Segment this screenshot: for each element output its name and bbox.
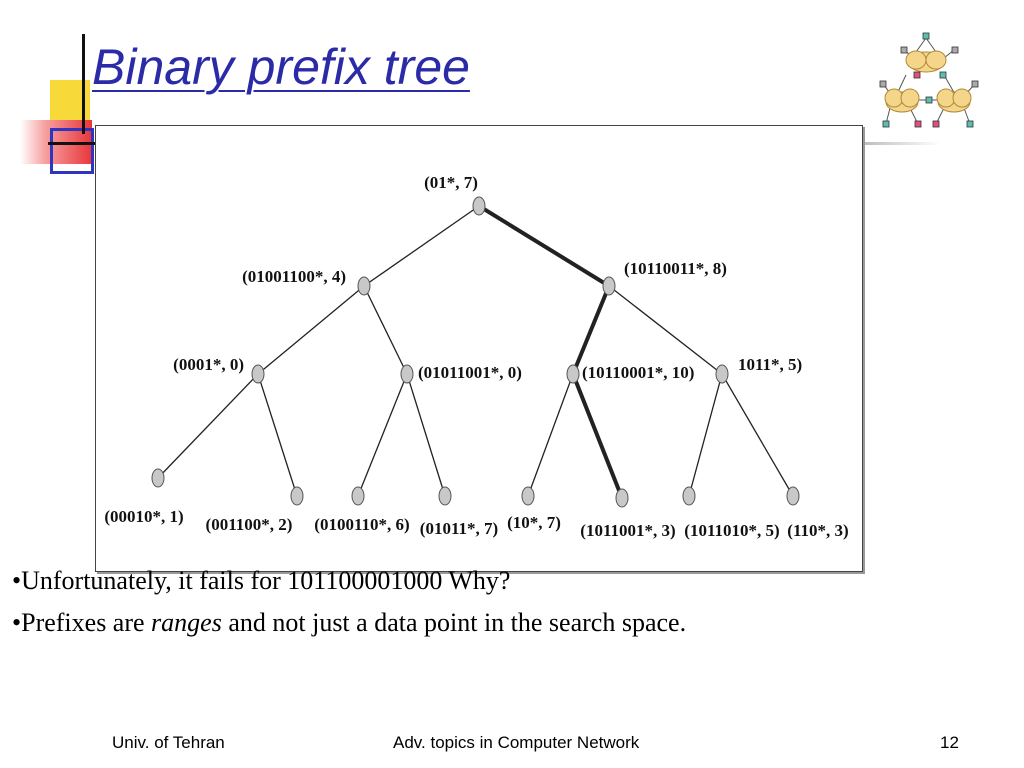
bullet-1 <box>12 566 510 596</box>
tree-edge-n1-n3 <box>258 286 364 374</box>
bullet-2-text-before: Prefixes are <box>21 608 152 637</box>
footer-course: Adv. topics in Computer Network <box>393 733 640 752</box>
deco-shadow-line <box>861 142 941 145</box>
tree-node-n2 <box>603 277 615 295</box>
tree-node-n5 <box>567 365 579 383</box>
tree-node-label-l3: (0100110*, 6) <box>314 515 410 534</box>
tree-node-label-l1: (00010*, 1) <box>104 507 184 526</box>
tree-node-label-l7: (1011010*, 5) <box>684 521 780 540</box>
tree-node-l6 <box>616 489 628 507</box>
bullet-2 <box>12 608 686 638</box>
tree-node-label-n6: 1011*, 5) <box>738 355 803 374</box>
tree-edge-n2-n6 <box>609 286 722 374</box>
bullet-1-text: Unfortunately, it fails for 101100001000 Why? <box>21 566 511 595</box>
bullet-marker: • <box>12 608 22 637</box>
tree-node-label-l2: (001100*, 2) <box>205 515 293 534</box>
bullet-2-text-after: and not just a data point in the search space. <box>221 608 687 637</box>
tree-edge-n3-l1 <box>158 374 258 478</box>
footer-university: Univ. of Tehran <box>112 733 225 752</box>
tree-node-root <box>473 197 485 215</box>
binary-prefix-tree-diagram <box>96 126 862 571</box>
tree-node-l7 <box>683 487 695 505</box>
tree-edge-n6-l7 <box>689 374 722 496</box>
slide-title: Binary prefix tree <box>92 39 470 95</box>
bullet-2-emphasis: ranges <box>151 608 222 637</box>
tree-node-l8 <box>787 487 799 505</box>
bullet-marker: • <box>12 566 22 595</box>
tree-node-l4 <box>439 487 451 505</box>
tree-node-label-l6: (1011001*, 3) <box>580 521 676 540</box>
tree-node-label-l8: (110*, 3) <box>787 521 849 540</box>
deco-black-hline <box>48 142 96 145</box>
tree-edge-n2-n5 <box>573 286 609 374</box>
tree-node-label-n3: (0001*, 0) <box>173 355 244 374</box>
tree-node-label-n1: (01001100*, 4) <box>242 267 346 286</box>
tree-edge-n4-l4 <box>407 374 445 496</box>
tree-node-label-l4: (01011*, 7) <box>419 519 499 538</box>
tree-edge-root-n1 <box>364 206 479 286</box>
tree-edge-n5-l6 <box>573 374 622 498</box>
tree-edge-n6-l8 <box>722 374 793 496</box>
tree-edge-n3-l2 <box>258 374 297 496</box>
footer-page-number: 12 <box>940 733 959 752</box>
tree-node-label-l5: (10*, 7) <box>507 513 561 532</box>
tree-node-n1 <box>358 277 370 295</box>
tree-node-label-n5: (10110001*, 10) <box>582 363 695 382</box>
tree-edge-root-n2 <box>479 206 609 286</box>
tree-node-label-n2: (10110011*, 8) <box>624 259 727 278</box>
tree-edge-n1-n4 <box>364 286 407 374</box>
tree-node-l3 <box>352 487 364 505</box>
tree-node-n3 <box>252 365 264 383</box>
tree-node-label-n4: (01011001*, 0) <box>418 363 522 382</box>
tree-edge-n4-l3 <box>358 374 407 496</box>
tree-figure <box>95 125 863 572</box>
tree-node-l5 <box>522 487 534 505</box>
tree-node-l1 <box>152 469 164 487</box>
tree-node-n4 <box>401 365 413 383</box>
tree-edge-n5-l5 <box>528 374 573 496</box>
tree-node-n6 <box>716 365 728 383</box>
deco-blue-square <box>50 128 94 174</box>
tree-node-label-root: (01*, 7) <box>424 173 478 192</box>
tree-node-l2 <box>291 487 303 505</box>
deco-black-vline <box>82 34 85 134</box>
network-clouds-icon <box>874 30 984 130</box>
